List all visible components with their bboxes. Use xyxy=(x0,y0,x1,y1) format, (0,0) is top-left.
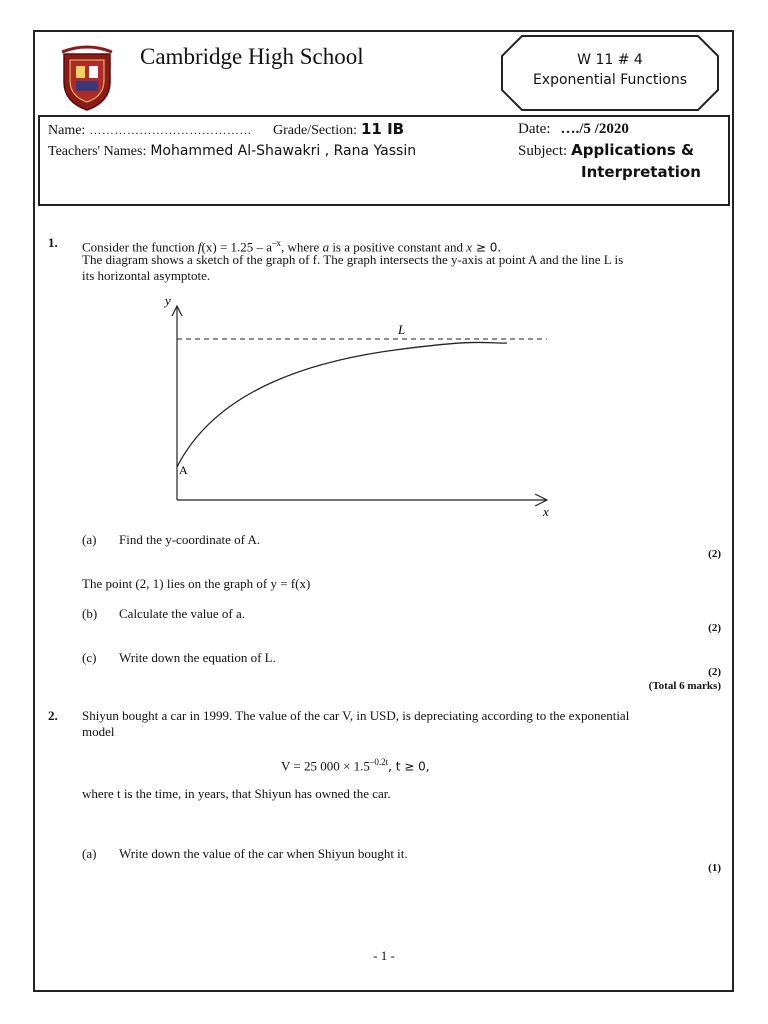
q1-total-marks: (Total 6 marks) xyxy=(648,680,721,692)
school-name: Cambridge High School xyxy=(140,44,364,69)
date-label: Date: xyxy=(518,121,551,137)
q1-point-statement: The point (2, 1) lies on the graph of y = f(x) xyxy=(82,576,311,591)
date-value: …./5 /2020 xyxy=(560,121,629,137)
q1a-marks: (2) xyxy=(708,548,721,560)
q1b-text: Calculate the value of a. xyxy=(119,606,245,621)
q1b-marks: (2) xyxy=(708,622,721,634)
subject-label: Subject: xyxy=(518,143,568,159)
q1c-text: Write down the equation of L. xyxy=(119,650,276,665)
grade-row xyxy=(273,120,404,139)
q1a-text: Find the y-coordinate of A. xyxy=(119,532,261,547)
name-label: Name: xyxy=(48,123,86,138)
q1-description-line2: its horizontal asymptote. xyxy=(82,268,211,283)
teachers-label: Teachers' Names: xyxy=(48,144,147,159)
subject-row xyxy=(518,141,694,160)
name-blank: ………………………………… xyxy=(89,123,252,137)
function-curve xyxy=(177,342,507,467)
q1b-label: (b) xyxy=(82,606,98,621)
q1-number: 1. xyxy=(48,235,58,250)
q2-line3: where t is the time, in years, that Shiyun has owned the car. xyxy=(82,786,391,801)
q2a-marks: (1) xyxy=(708,862,721,874)
asymptote-label: L xyxy=(398,322,406,337)
q1c-marks: (2) xyxy=(708,666,721,678)
q2-line2: model xyxy=(82,724,115,739)
q2-formula: V = 25 $000 \times 1.5^{-0.2t}$, t ≥ 0, xyxy=(281,757,430,774)
teachers-row xyxy=(48,142,416,160)
name-row xyxy=(48,121,252,139)
grade-label: Grade/Section: xyxy=(273,123,357,138)
q2-line1: Shiyun bought a car in 1999. The value of the car V, in USD, is depreciating according to the exponential xyxy=(82,708,630,723)
q1-graph xyxy=(155,292,560,520)
worksheet-title: Exponential Functions xyxy=(532,72,688,88)
q1c-label: (c) xyxy=(82,650,97,665)
subject-value-line2: Interpretation xyxy=(581,163,701,181)
point-a-label: A xyxy=(179,463,188,477)
q1-description-line1: The diagram shows a sketch of the graph of f. The graph intersects the y-axis at point A and the line L is xyxy=(82,252,624,267)
q2a-label: (a) xyxy=(82,846,97,861)
subject-value-line1: Applications & xyxy=(571,141,695,159)
q2-number: 2. xyxy=(48,708,58,723)
q2a-text: Write down the value of the car when Shiyun bought it. xyxy=(119,846,408,861)
teachers-value: Mohammed Al-Shawakri , Rana Yassin xyxy=(150,143,417,159)
q1-intro: Consider the function $f(x) = 1.25 - a^{-x}$, where a is a positive constant and x ≥ 0. xyxy=(82,238,502,255)
y-axis-label: y xyxy=(165,293,171,308)
q1a-label: (a) xyxy=(82,532,97,547)
worksheet-code: W 11 # 4 xyxy=(577,52,643,68)
grade-value: 11 IB xyxy=(360,120,405,138)
date-row xyxy=(518,120,629,138)
school-crest-logo xyxy=(58,44,116,112)
page-number: - 1 - xyxy=(373,948,395,963)
worksheet-badge xyxy=(500,50,720,90)
x-axis-label: x xyxy=(543,504,549,519)
